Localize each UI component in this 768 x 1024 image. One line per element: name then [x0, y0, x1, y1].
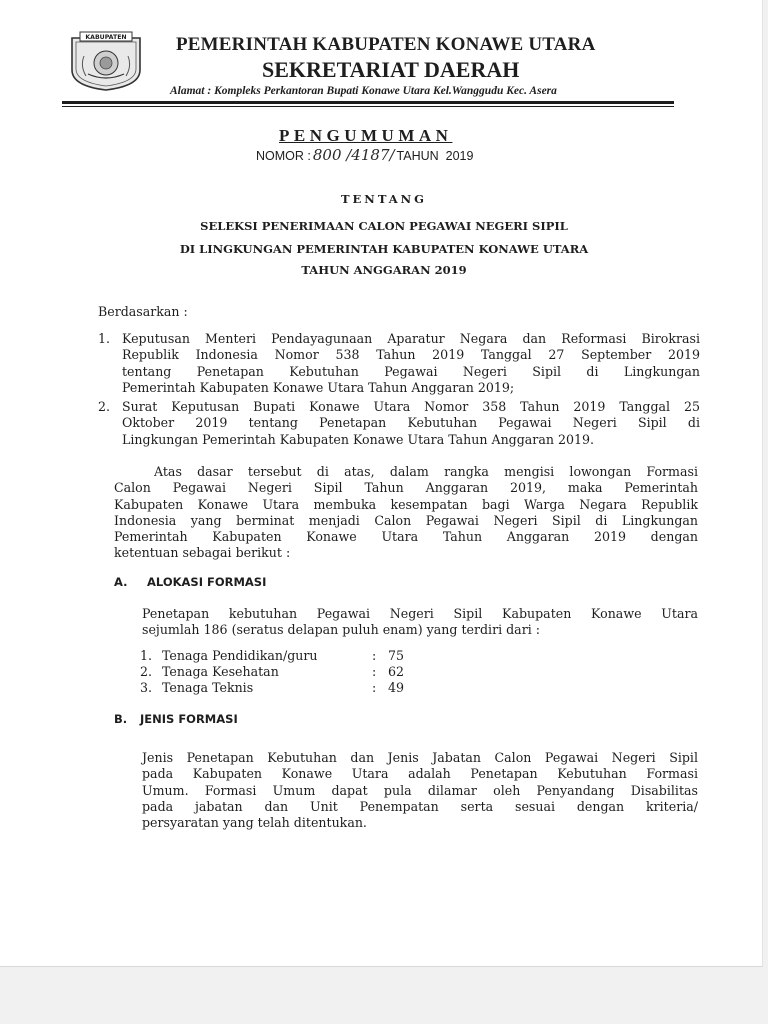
berdasarkan-label: Berdasarkan :	[98, 304, 188, 319]
text-line: sejumlah 186 (seratus delapan puluh enam) yang terdiri dari :	[142, 622, 540, 638]
text-line: Keputusan Menteri Pendayagunaan Aparatur Negara dan Reformasi Birokrasi	[122, 331, 700, 346]
section-b-paragraph	[142, 750, 698, 831]
formasi-value: 75	[388, 648, 405, 663]
announcement-number-line	[256, 146, 473, 164]
basis-item-number: 1.	[98, 331, 111, 346]
formasi-label: Tenaga Kesehatan	[162, 664, 279, 679]
text-line: Calon Pegawai Negeri Sipil Tahun Anggaran 2019, maka Pemerintah	[114, 480, 698, 496]
formasi-colon: :	[372, 680, 377, 695]
text-line: Oktober 2019 tentang Penetapan Kebutuhan Pegawai Negeri Sipil di	[122, 415, 700, 431]
section-a-heading: ALOKASI FORMASI	[147, 575, 267, 589]
letterhead-office-name: SEKRETARIAT DAERAH	[262, 57, 520, 82]
formasi-value: 49	[388, 680, 405, 695]
section-b-heading: JENIS FORMASI	[140, 712, 238, 726]
formasi-value: 62	[388, 664, 405, 679]
text-line: pada jabatan dan Unit Penempatan serta sesuai dengan kriteria/	[142, 798, 698, 814]
nomor-label: NOMOR :	[256, 149, 311, 163]
formasi-number: 3.	[140, 680, 153, 695]
text-line: Lingkungan Pemerintah Kabupaten Konawe Utara Tahun Anggaran 2019.	[122, 431, 595, 447]
kabupaten-emblem-logo	[66, 30, 146, 92]
tahun-label: TAHUN	[396, 149, 439, 163]
subject-line: TAHUN ANGGARAN 2019	[301, 263, 467, 277]
section-b-letter: B.	[114, 712, 128, 726]
letterhead-rule-thin	[62, 106, 674, 107]
logo-text: KABUPATEN	[85, 34, 127, 42]
formasi-row	[140, 664, 404, 679]
tentang-heading: TENTANG	[340, 192, 428, 206]
text-line: persyaratan yang telah ditentukan.	[142, 815, 367, 831]
text-line: Pemerintah Kabupaten Konawe Utara Tahun Anggaran 2019 dengan	[114, 529, 698, 545]
section-a-letter: A.	[114, 575, 128, 589]
formasi-label: Tenaga Pendidikan/guru	[162, 648, 318, 663]
text-line: Kabupaten Konawe Utara membuka kesempatan bagi Warga Negara Republik	[114, 496, 698, 512]
intro-paragraph	[114, 464, 698, 562]
formasi-number: 1.	[140, 648, 153, 663]
text-line: Penetapan kebutuhan Pegawai Negeri Sipil Kabupaten Konawe Utara	[142, 606, 698, 621]
letterhead-address: Alamat : Kompleks Perkantoran Bupati Konawe Utara Kel.Wanggudu Kec. Asera	[170, 85, 557, 97]
subject-line: SELEKSI PENERIMAAN CALON PEGAWAI NEGERI SIPIL	[200, 219, 568, 233]
text-line: Republik Indonesia Nomor 538 Tahun 2019 Tanggal 27 September 2019	[122, 347, 700, 363]
announcement-title: PENGUMUMAN	[279, 126, 453, 145]
formasi-row	[140, 680, 404, 695]
formasi-row	[140, 648, 404, 663]
formasi-label: Tenaga Teknis	[162, 680, 254, 695]
letterhead-government-name: PEMERINTAH KABUPATEN KONAWE UTARA	[176, 34, 596, 55]
tahun-value: 2019	[445, 149, 474, 163]
basis-item-number: 2.	[98, 399, 111, 414]
text-line: Jenis Penetapan Kebutuhan dan Jenis Jabatan Calon Pegawai Negeri Sipil	[142, 750, 698, 765]
formasi-number: 2.	[140, 664, 153, 679]
subject-line: DI LINGKUNGAN PEMERINTAH KABUPATEN KONAWE UTARA	[179, 242, 589, 256]
formasi-colon: :	[372, 664, 377, 679]
text-line: ketentuan sebagai berikut :	[114, 545, 291, 561]
basis-item-text	[122, 331, 700, 396]
section-a-paragraph	[142, 606, 698, 639]
letterhead-rule-thick	[62, 101, 674, 104]
text-line: Atas dasar tersebut di atas, dalam rangka mengisi lowongan Formasi	[154, 464, 698, 479]
formasi-colon: :	[372, 648, 377, 663]
text-line: tentang Penetapan Kebutuhan Pegawai Negeri Sipil di Lingkungan	[122, 363, 700, 379]
text-line: Umum. Formasi Umum dapat pula dilamar oleh Penyandang Disabilitas	[142, 782, 698, 798]
nomor-handwritten-value: 800 /4187/	[312, 146, 395, 164]
text-line: pada Kabupaten Konawe Utara adalah Penetapan Kebutuhan Formasi	[142, 766, 698, 782]
text-line: Pemerintah Kabupaten Konawe Utara Tahun Anggaran 2019;	[122, 379, 515, 395]
text-line: Indonesia yang berminat menjadi Calon Pegawai Negeri Sipil di Lingkungan	[114, 512, 698, 528]
basis-item-text	[122, 399, 700, 448]
text-line: Surat Keputusan Bupati Konawe Utara Nomor 358 Tahun 2019 Tanggal 25	[122, 399, 700, 414]
